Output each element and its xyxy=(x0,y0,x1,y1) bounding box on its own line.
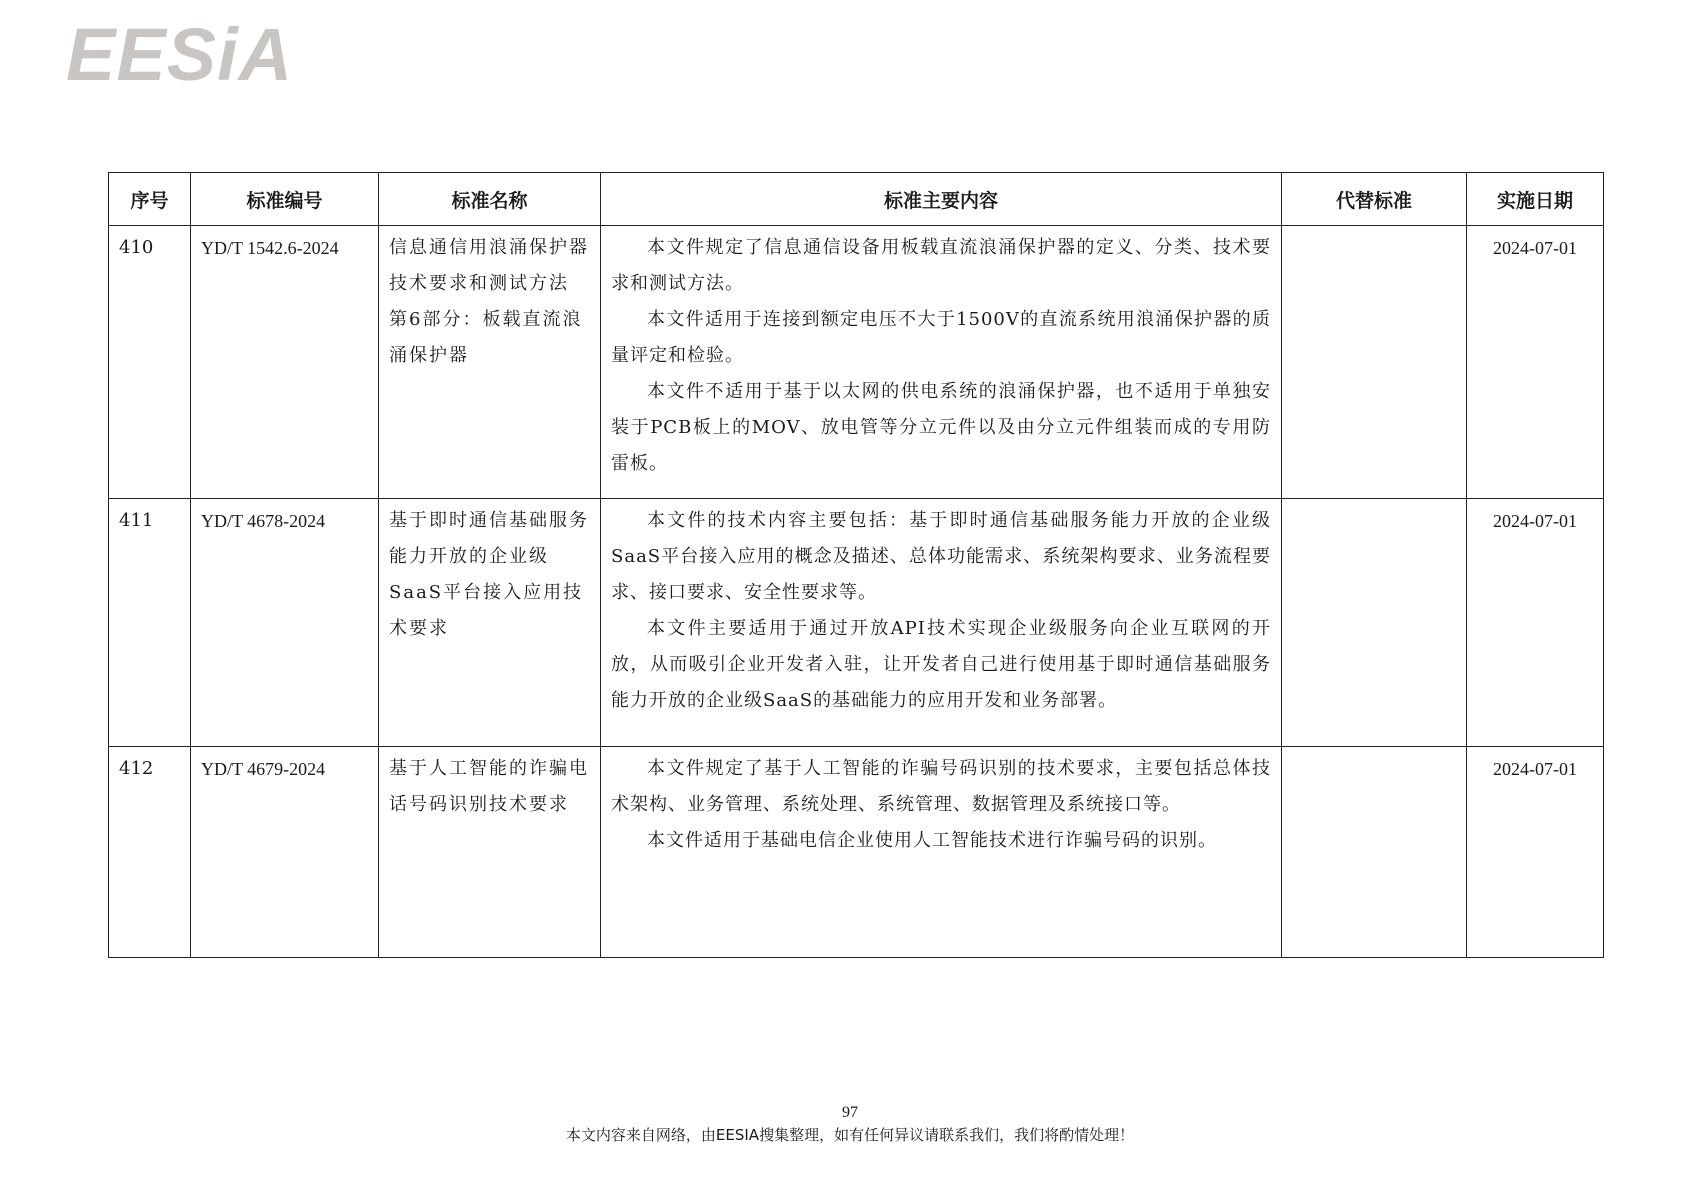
table-row xyxy=(109,499,1604,747)
cell-content xyxy=(601,747,1282,958)
cell-replaces xyxy=(1282,499,1467,747)
content-paragraph: 本文件的技术内容主要包括：基于即时通信基础服务能力开放的企业级SaaS平台接入应用的概念及描述、总体功能需求、系统架构要求、业务流程要求、接口要求、安全性要求等。 xyxy=(611,510,1271,603)
cell-replaces xyxy=(1282,747,1467,958)
content-paragraph: 本文件适用于基础电信企业使用人工智能技术进行诈骗号码的识别。 xyxy=(647,830,1217,851)
cell-content xyxy=(601,226,1282,499)
header-content: 标准主要内容 xyxy=(601,173,1282,226)
cell-seq: 411 xyxy=(109,499,191,747)
content-paragraph: 本文件不适用于基于以太网的供电系统的浪涌保护器，也不适用于单独安装于PCB板上的MOV、放电管等分立元件以及由分立元件组装而成的专用防雷板。 xyxy=(611,381,1271,474)
cell-date: 2024-07-01 xyxy=(1467,499,1604,747)
cell-date: 2024-07-01 xyxy=(1467,226,1604,499)
cell-name: 基于即时通信基础服务能力开放的企业级SaaS平台接入应用技术要求 xyxy=(379,499,601,747)
content-paragraph: 本文件适用于连接到额定电压不大于1500V的直流系统用浪涌保护器的质量评定和检验。 xyxy=(611,309,1271,366)
eesia-logo: EESiA xyxy=(66,13,294,96)
content-paragraph: 本文件主要适用于通过开放API技术实现企业级服务向企业互联网的开放，从而吸引企业开发者入驻，让开发者自己进行使用基于即时通信基础服务能力开放的企业级SaaS的基础能力的应用开发和业务部署。 xyxy=(611,618,1271,711)
footer-disclaimer: 本文内容来自网络，由EESIA搜集整理，如有任何异议请联系我们，我们将酌情处理！ xyxy=(565,1126,1135,1144)
cell-name: 信息通信用浪涌保护器技术要求和测试方法 第6部分：板载直流浪涌保护器 xyxy=(379,226,601,499)
cell-replaces xyxy=(1282,226,1467,499)
cell-content xyxy=(601,499,1282,747)
cell-code: YD/T 1542.6-2024 xyxy=(191,226,379,499)
header-date: 实施日期 xyxy=(1467,173,1604,226)
cell-seq: 412 xyxy=(109,747,191,958)
page-number: 97 xyxy=(842,1104,858,1121)
table-header-row xyxy=(109,173,1604,226)
cell-code: YD/T 4678-2024 xyxy=(191,499,379,747)
content-paragraph: 本文件规定了基于人工智能的诈骗号码识别的技术要求，主要包括总体技术架构、业务管理、系统处理、系统管理、数据管理及系统接口等。 xyxy=(611,758,1271,815)
standards-table xyxy=(108,172,1604,958)
content-paragraph: 本文件规定了信息通信设备用板载直流浪涌保护器的定义、分类、技术要求和测试方法。 xyxy=(611,237,1271,294)
header-seq: 序号 xyxy=(109,173,191,226)
header-name: 标准名称 xyxy=(379,173,601,226)
table-row xyxy=(109,747,1604,958)
cell-seq: 410 xyxy=(109,226,191,499)
header-code: 标准编号 xyxy=(191,173,379,226)
cell-name: 基于人工智能的诈骗电话号码识别技术要求 xyxy=(379,747,601,958)
cell-date: 2024-07-01 xyxy=(1467,747,1604,958)
cell-code: YD/T 4679-2024 xyxy=(191,747,379,958)
header-replaces: 代替标准 xyxy=(1282,173,1467,226)
table-row xyxy=(109,226,1604,499)
